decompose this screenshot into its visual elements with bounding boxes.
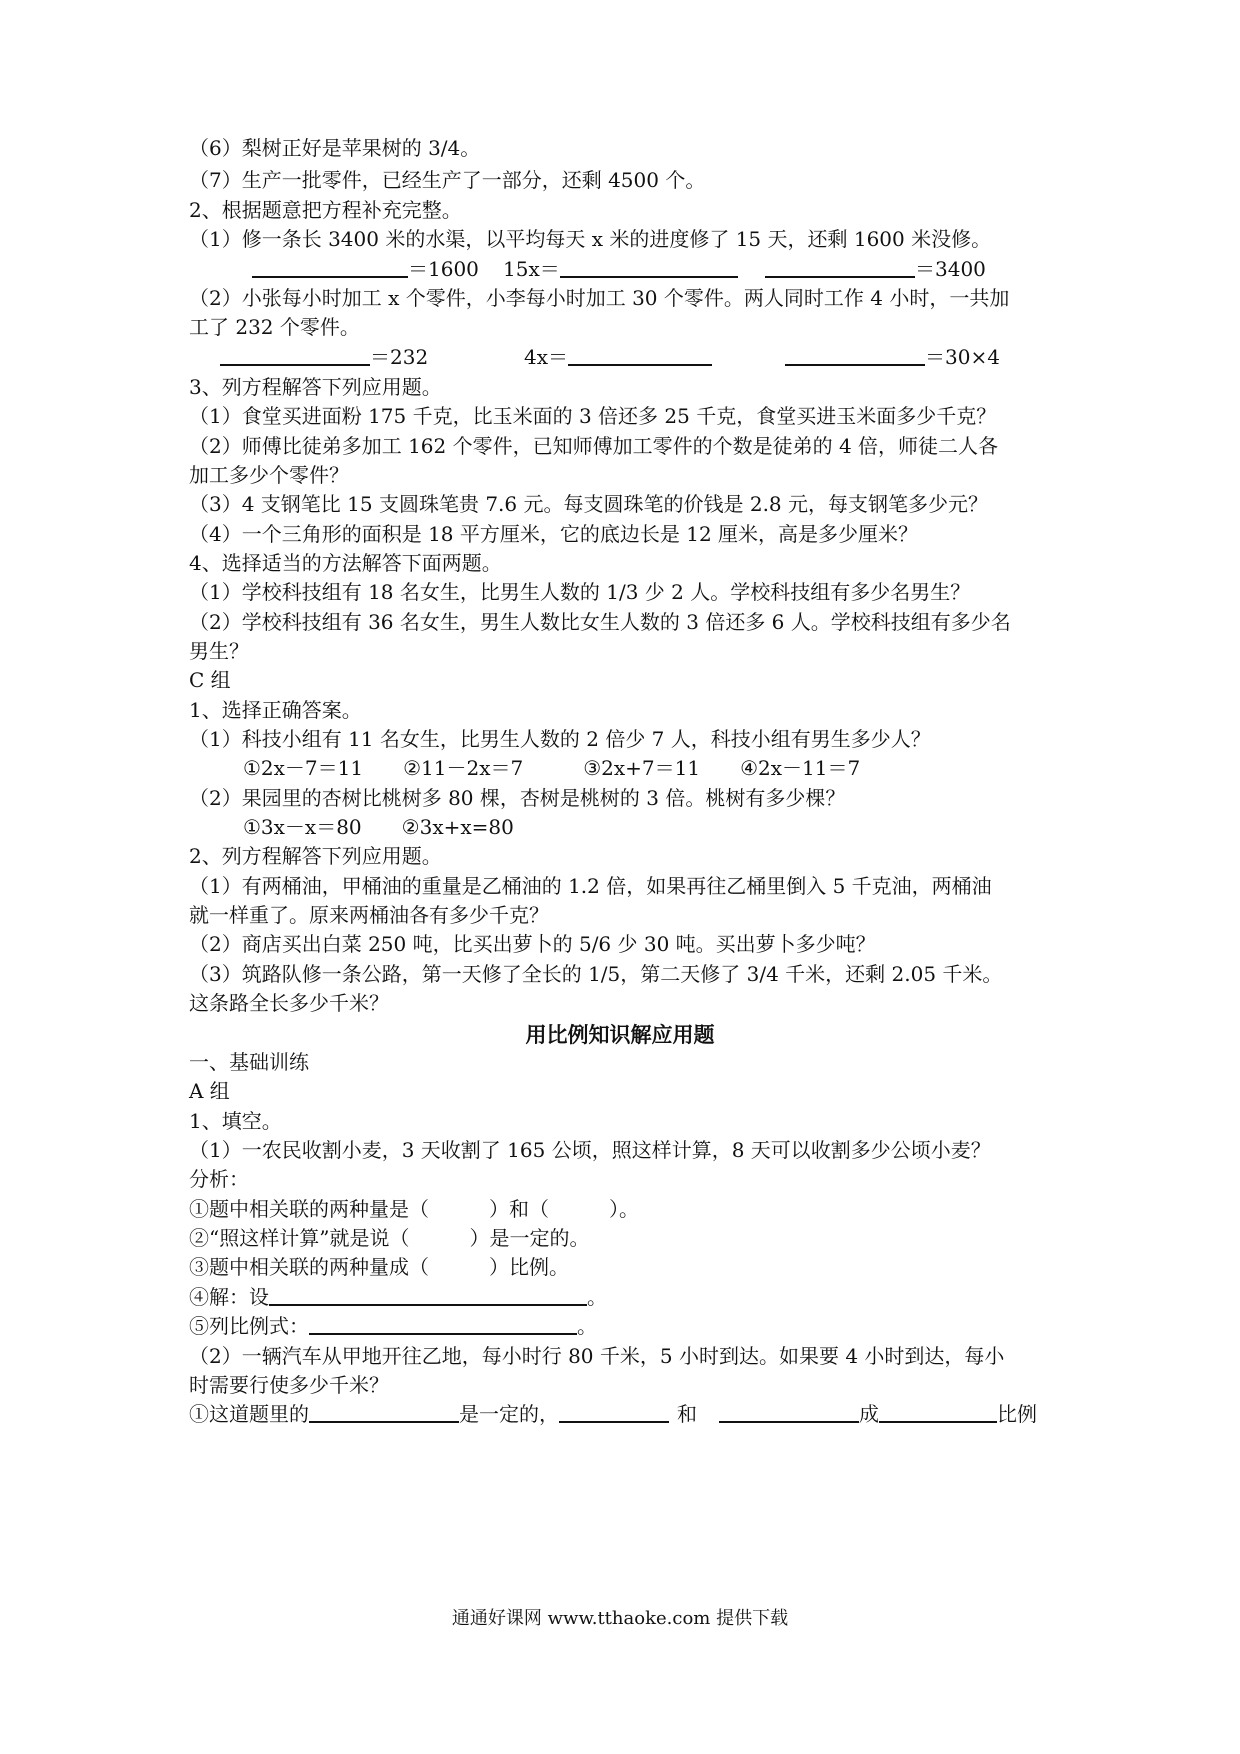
text-line: （1）食堂买进面粉 175 千克，比玉米面的 3 倍还多 25 千克，食堂买进玉米面多少千克？ bbox=[189, 404, 997, 428]
text-line: （1）学校科技组有 18 名女生，比男生人数的 1/3 少 2 人。学校科技组有多少名男生？ bbox=[189, 580, 971, 604]
text-line: （7）生产一批零件，已经生产了一部分，还剩 4500 个。 bbox=[189, 168, 706, 192]
equation-1 bbox=[252, 255, 479, 283]
text-line: （1）修一条长 3400 米的水渠，以平均每天 x 米的进度修了 15 天，还剩 1600 米没修。 bbox=[189, 227, 992, 251]
text-line: 就一样重了。原来两桶油各有多少千克？ bbox=[189, 903, 549, 927]
text-line: 男生？ bbox=[189, 639, 249, 663]
answer-blank[interactable] bbox=[309, 1313, 577, 1335]
text-line: （1）有两桶油，甲桶油的重量是乙桶油的 1.2 倍，如果再往乙桶里倒入 5 千克油，两桶油 bbox=[189, 874, 992, 898]
equation-text: 4x＝ bbox=[524, 345, 569, 369]
fill-label: 和 bbox=[677, 1402, 697, 1426]
fill-label: ④解：设 bbox=[189, 1285, 269, 1309]
equation-2 bbox=[503, 255, 738, 283]
answer-blank[interactable] bbox=[568, 344, 712, 366]
fill-label: 比例 bbox=[997, 1402, 1037, 1426]
answer-blank[interactable] bbox=[220, 344, 370, 366]
text-line: 这条路全长多少千米？ bbox=[189, 991, 389, 1015]
answer-blank[interactable] bbox=[719, 1401, 859, 1423]
fill-label: 成 bbox=[859, 1402, 879, 1426]
section-heading: 2、根据题意把方程补充完整。 bbox=[189, 198, 462, 222]
equation-3 bbox=[765, 255, 986, 283]
equation-text: ＝30×4 bbox=[925, 345, 1000, 369]
fill-line bbox=[189, 1312, 597, 1340]
text-line: （1）一农民收割小麦，3 天收割了 165 公顷，照这样计算，8 天可以收割多少公顷小麦？ bbox=[189, 1138, 991, 1162]
answer-blank[interactable] bbox=[785, 344, 925, 366]
text-line: （2）一辆汽车从甲地开往乙地，每小时行 80 千米，5 小时到达。如果要 4 小时到达，每小 bbox=[189, 1344, 1005, 1368]
group-heading: C 组 bbox=[189, 668, 231, 692]
fill-end: 。 bbox=[577, 1314, 597, 1338]
answer-blank[interactable] bbox=[560, 256, 738, 278]
text-line: （2）商店买出白菜 250 吨，比买出萝卜的 5/6 少 30 吨。买出萝卜多少吨？ bbox=[189, 932, 876, 956]
fill-end: 。 bbox=[587, 1285, 607, 1309]
equation-5 bbox=[524, 343, 712, 371]
answer-blank[interactable] bbox=[559, 1401, 669, 1423]
equation-6 bbox=[785, 343, 1000, 371]
answer-blank[interactable] bbox=[765, 256, 915, 278]
text-line: 分析： bbox=[189, 1167, 249, 1191]
answer-blank[interactable] bbox=[252, 256, 408, 278]
text-line: （3）4 支钢笔比 15 支圆珠笔贵 7.6 元。每支圆珠笔的价钱是 2.8 元，每支钢笔多少元？ bbox=[189, 492, 989, 516]
text-line: 时需要行使多少千米？ bbox=[189, 1373, 389, 1397]
fill-label: ①这道题里的 bbox=[189, 1402, 309, 1426]
equation-text: ＝3400 bbox=[915, 257, 986, 281]
text-line: （6）梨树正好是苹果树的 3/4。 bbox=[189, 136, 481, 160]
section-heading: 4、选择适当的方法解答下面两题。 bbox=[189, 551, 502, 575]
text-line: ①题中相关联的两种量是（ ）和（ ）。 bbox=[189, 1197, 639, 1221]
answer-blank[interactable] bbox=[309, 1401, 459, 1423]
answer-blank[interactable] bbox=[879, 1401, 997, 1423]
text-line: ③题中相关联的两种量成（ ）比例。 bbox=[189, 1255, 569, 1279]
answer-choices: ①3x－x＝80 ②3x+x=80 bbox=[243, 815, 514, 839]
fill-label: ⑤列比例式： bbox=[189, 1314, 309, 1338]
equation-4 bbox=[220, 343, 428, 371]
text-line: （3）筑路队修一条公路，第一天修了全长的 1/5，第二天修了 3/4 千米，还剩 2.05 千米。 bbox=[189, 962, 1003, 986]
text-line: 加工多少个零件？ bbox=[189, 463, 349, 487]
section-heading: 2、列方程解答下列应用题。 bbox=[189, 844, 442, 868]
group-heading: A 组 bbox=[189, 1079, 230, 1103]
equation-text: 15x＝ bbox=[503, 257, 560, 281]
section-heading: 3、列方程解答下列应用题。 bbox=[189, 375, 442, 399]
page-footer: 通通好课网 www.tthaoke.com 提供下载 bbox=[451, 1608, 789, 1629]
section-heading: 1、选择正确答案。 bbox=[189, 698, 362, 722]
text-line: （1）科技小组有 11 名女生，比男生人数的 2 倍少 7 人，科技小组有男生多少人？ bbox=[189, 727, 931, 751]
equation-text: ＝232 bbox=[370, 345, 429, 369]
text-line: （2）小张每小时加工 x 个零件，小李每小时加工 30 个零件。两人同时工作 4 小时，一共加 bbox=[189, 286, 1010, 310]
equation-text: ＝1600 bbox=[408, 257, 479, 281]
text-line: （4）一个三角形的面积是 18 平方厘米，它的底边长是 12 厘米，高是多少厘米？ bbox=[189, 522, 919, 546]
text-line: ②“照这样计算”就是说（ ）是一定的。 bbox=[189, 1226, 590, 1250]
section-heading: 一、基础训练 bbox=[189, 1050, 309, 1074]
text-line: （2）师傅比徒弟多加工 162 个零件，已知师傅加工零件的个数是徒弟的 4 倍，师徒二人各 bbox=[189, 434, 999, 458]
answer-blank[interactable] bbox=[269, 1284, 587, 1306]
text-line: （2）果园里的杏树比桃树多 80 棵，杏树是桃树的 3 倍。桃树有多少棵？ bbox=[189, 786, 846, 810]
fill-line bbox=[189, 1283, 607, 1311]
text-line: 工了 232 个零件。 bbox=[189, 315, 360, 339]
section-title: 用比例知识解应用题 bbox=[525, 1023, 715, 1047]
fill-line bbox=[189, 1400, 1037, 1428]
section-heading: 1、填空。 bbox=[189, 1109, 282, 1133]
fill-label: 是一定的， bbox=[459, 1402, 559, 1426]
answer-choices: ①2x－7＝11 ②11－2x＝7 ③2x+7＝11 ④2x－11＝7 bbox=[243, 756, 861, 780]
text-line: （2）学校科技组有 36 名女生，男生人数比女生人数的 3 倍还多 6 人。学校科技组有多少名 bbox=[189, 610, 1011, 634]
